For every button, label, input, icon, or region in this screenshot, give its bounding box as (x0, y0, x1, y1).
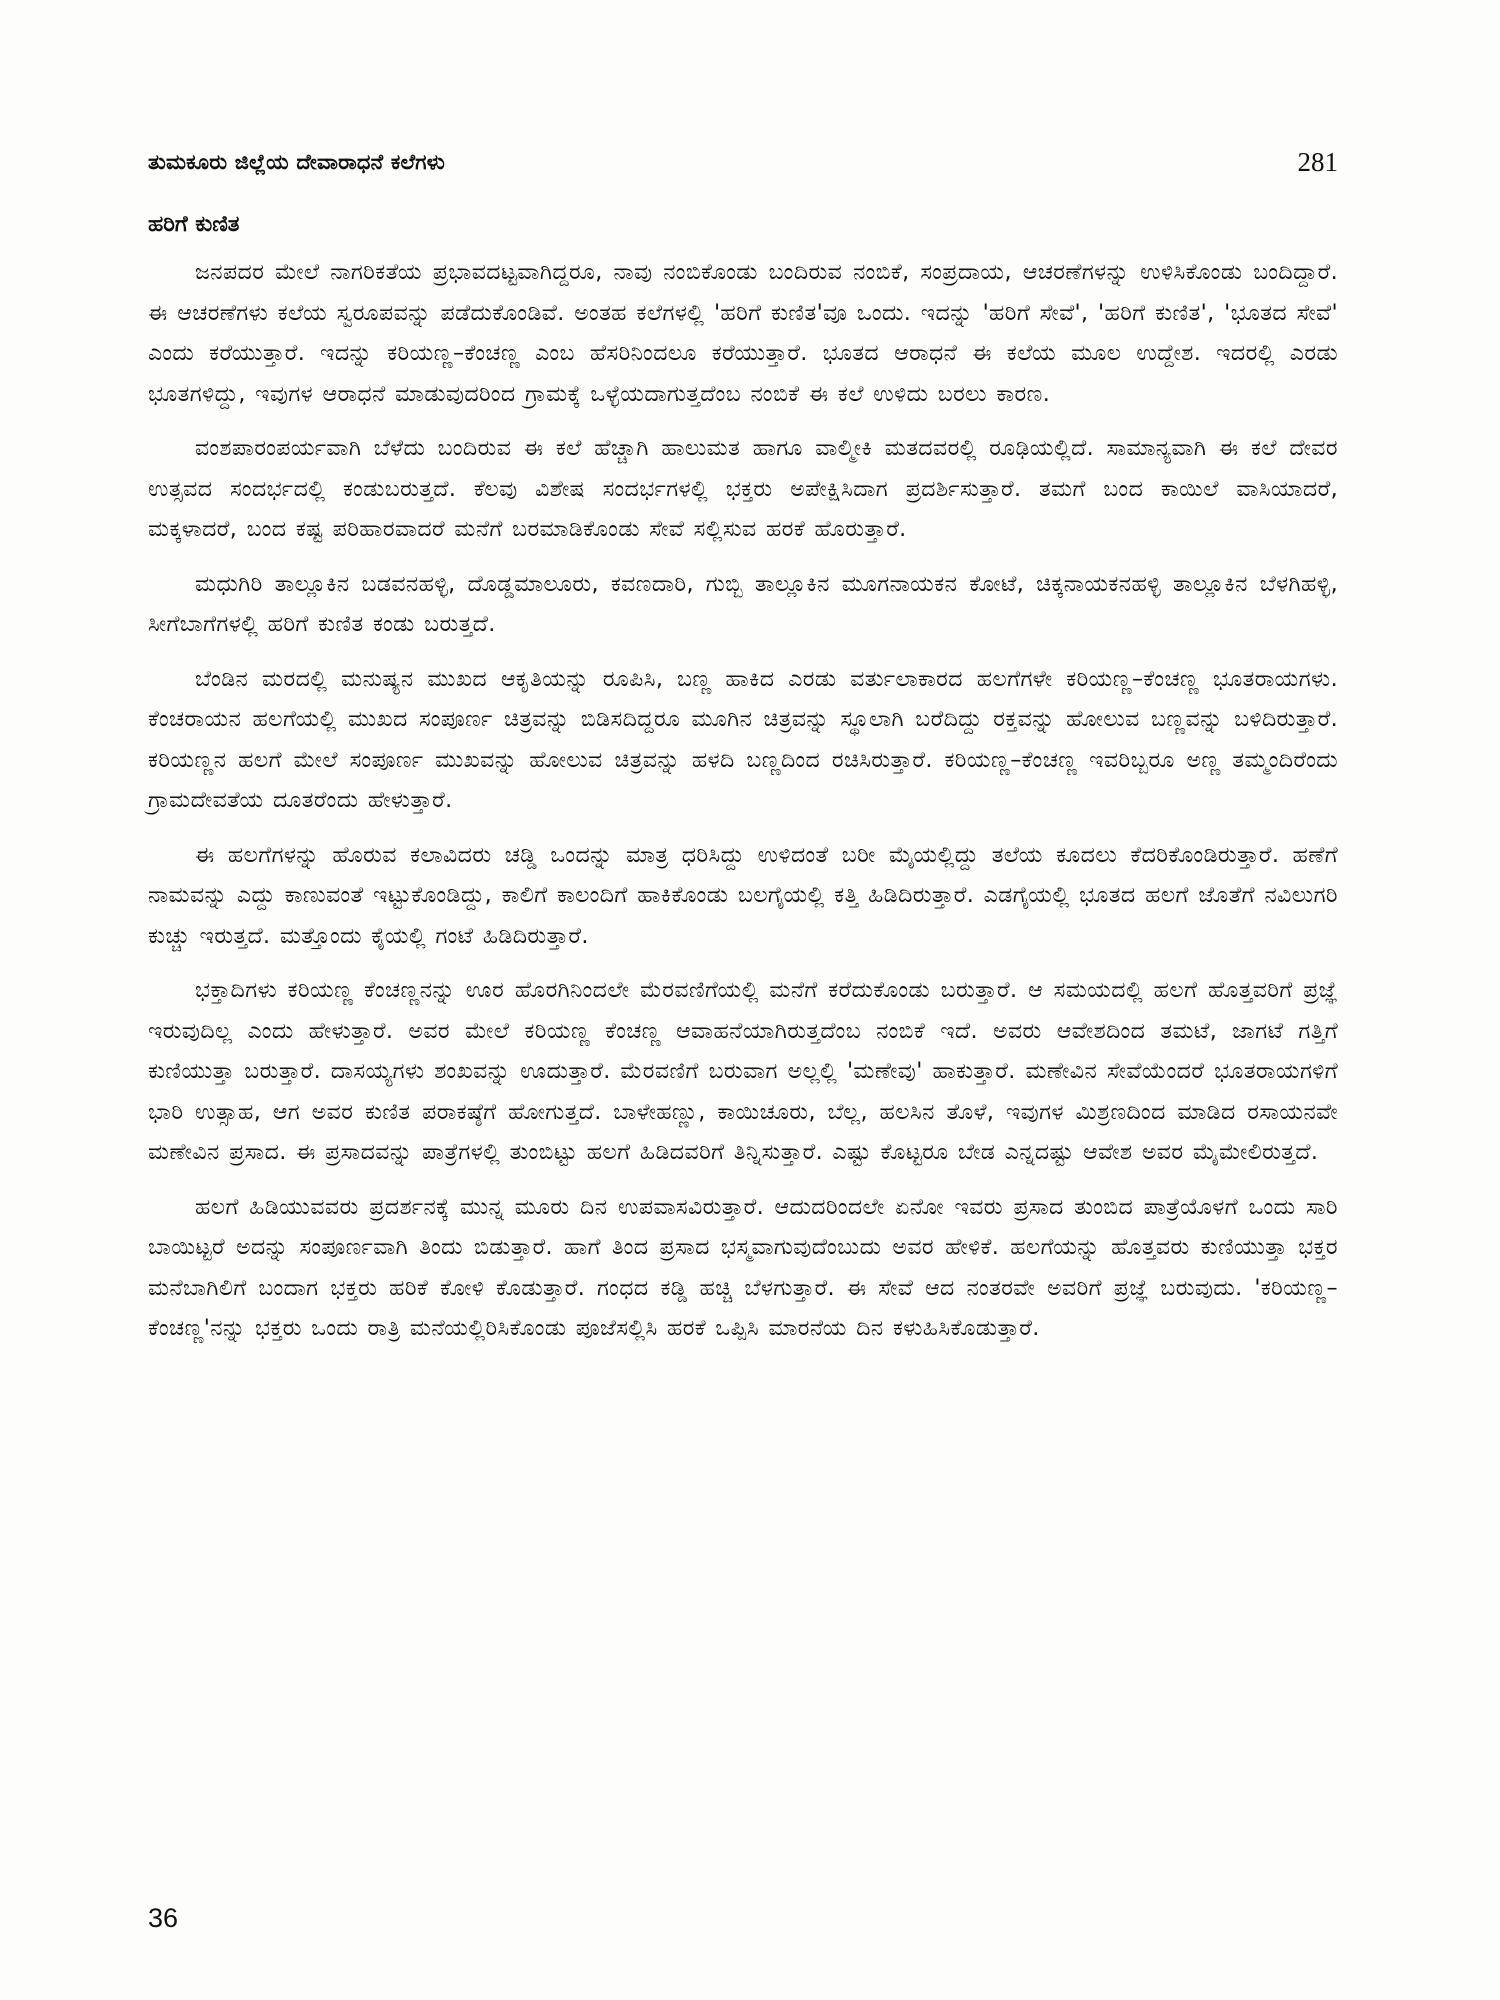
running-head (148, 142, 1338, 182)
section-heading: ಹರಿಗೆ ಕುಣಿತ (148, 212, 240, 237)
paragraph-5: ಈ ಹಲಗೆಗಳನ್ನು ಹೊರುವ ಕಲಾವಿದರು ಚಡ್ಡಿ ಒಂದನ್ನು ಮಾತ್ರ ಧರಿಸಿದ್ದು ಉಳಿದಂತೆ ಬರೀ ಮೈಯಲ್ಲಿದ್ದು ತಲೆಯ ಕೂದಲು ಕೆದರಿಕೊಂಡಿರುತ್ತಾರೆ. ಹಣೆಗೆ ನಾಮವನ್ನು ಎದ್ದು ಕಾಣುವಂತೆ ಇಟ್ಟುಕೊಂಡಿದ್ದು, ಕಾಲಿಗೆ ಕಾಲಂದಿಗೆ ಹಾಕಿಕೊಂಡು ಬಲಗೈಯಲ್ಲಿ ಕತ್ತಿ ಹಿಡಿದಿರುತ್ತಾರೆ. ಎಡಗೈಯಲ್ಲಿ ಭೂತದ ಹಲಗೆ ಜೊತೆಗೆ ನವಿಲುಗರಿ ಕುಚ್ಚು ಇರುತ್ತದೆ. ಮತ್ತೊಂದು ಕೈಯಲ್ಲಿ ಗಂಟೆ ಹಿಡಿದಿರುತ್ತಾರೆ. (148, 841, 1338, 949)
body-text (148, 252, 1338, 1363)
page-number: 281 (1297, 147, 1338, 177)
paragraph-7: ಹಲಗೆ ಹಿಡಿಯುವವರು ಪ್ರದರ್ಶನಕ್ಕೆ ಮುನ್ನ ಮೂರು ದಿನ ಉಪವಾಸವಿರುತ್ತಾರೆ. ಆದುದರಿಂದಲೇ ಏನೋ ಇವರು ಪ್ರಸಾದ ತುಂಬಿದ ಪಾತ್ರೆಯೊಳಗೆ ಒಂದು ಸಾರಿ ಬಾಯಿಟ್ಟರೆ ಅದನ್ನು ಸಂಪೂರ್ಣವಾಗಿ ತಿಂದು ಬಿಡುತ್ತಾರೆ. ಹಾಗೆ ತಿಂದ ಪ್ರಸಾದ ಭಸ್ಮವಾಗುವುದೆಂಬುದು ಅವರ ಹೇಳಿಕೆ. ಹಲಗೆಯನ್ನು ಹೊತ್ತವರು ಕುಣಿಯುತ್ತಾ ಭಕ್ತರ ಮನೆಬಾಗಿಲಿಗೆ ಬಂದಾಗ ಭಕ್ತರು ಹರಿಕೆ ಕೋಳಿ ಕೊಡುತ್ತಾರೆ. ಗಂಧದ ಕಡ್ಡಿ ಹಚ್ಚಿ ಬೆಳಗುತ್ತಾರೆ. ಈ ಸೇವೆ ಆದ ನಂತರವೇ ಅವರಿಗೆ ಪ್ರಜ್ಞೆ ಬರುವುದು. 'ಕರಿಯಣ್ಣ–ಕೆಂಚಣ್ಣ'ನನ್ನು ಭಕ್ತರು ಒಂದು ರಾತ್ರಿ ಮನೆಯಲ್ಲಿರಿಸಿಕೊಂಡು ಪೂಜೆಸಲ್ಲಿಸಿ ಹರಕೆ ಒಪ್ಪಿಸಿ ಮಾರನೆಯ ದಿನ ಕಳುಹಿಸಿಕೊಡುತ್ತಾರೆ. (148, 1193, 1338, 1341)
paragraph-2: ವಂಶಪಾರಂಪರ್ಯವಾಗಿ ಬೆಳೆದು ಬಂದಿರುವ ಈ ಕಲೆ ಹೆಚ್ಚಾಗಿ ಹಾಲುಮತ ಹಾಗೂ ವಾಲ್ಮೀಕಿ ಮತದವರಲ್ಲಿ ರೂಢಿಯಲ್ಲಿದೆ. ಸಾಮಾನ್ಯವಾಗಿ ಈ ಕಲೆ ದೇವರ ಉತ್ಸವದ ಸಂದರ್ಭದಲ್ಲಿ ಕಂಡುಬರುತ್ತದೆ. ಕೆಲವು ವಿಶೇಷ ಸಂದರ್ಭಗಳಲ್ಲಿ ಭಕ್ತರು ಅಪೇಕ್ಷಿಸಿದಾಗ ಪ್ರದರ್ಶಿಸುತ್ತಾರೆ. ತಮಗೆ ಬಂದ ಕಾಯಿಲೆ ವಾಸಿಯಾದರೆ, ಮಕ್ಕಳಾದರೆ, ಬಂದ ಕಷ್ಟ ಪರಿಹಾರವಾದರೆ ಮನೆಗೆ ಬರಮಾಡಿಕೊಂಡು ಸೇವೆ ಸಲ್ಲಿಸುವ ಹರಕೆ ಹೊರುತ್ತಾರೆ. (148, 435, 1338, 542)
running-title: ತುಮಕೂರು ಜಿಲ್ಲೆಯ ದೇವಾರಾಧನೆ ಕಲೆಗಳು (148, 150, 445, 174)
footer-page-number: 36 (148, 1903, 179, 1933)
paragraph-1: ಜನಪದರ ಮೇಲೆ ನಾಗರಿಕತೆಯ ಪ್ರಭಾವದಟ್ಟವಾಗಿದ್ದರೂ, ನಾವು ನಂಬಿಕೊಂಡು ಬಂದಿರುವ ನಂಬಿಕೆ, ಸಂಪ್ರದಾಯ, ಆಚರಣೆಗಳನ್ನು ಉಳಿಸಿಕೊಂಡು ಬಂದಿದ್ದಾರೆ. ಈ ಆಚರಣೆಗಳು ಕಲೆಯ ಸ್ವರೂಪವನ್ನು ಪಡೆದುಕೊಂಡಿವೆ. ಅಂತಹ ಕಲೆಗಳಲ್ಲಿ 'ಹರಿಗೆ ಕುಣಿತ'ವೂ ಒಂದು. ಇದನ್ನು 'ಹರಿಗೆ ಸೇವೆ', 'ಹರಿಗೆ ಕುಣಿತ', 'ಭೂತದ ಸೇವೆ' ಎಂದು ಕರೆಯುತ್ತಾರೆ. ಇದನ್ನು ಕರಿಯಣ್ಣ–ಕೆಂಚಣ್ಣ ಎಂಬ ಹೆಸರಿನಿಂದಲೂ ಕರೆಯುತ್ತಾರೆ. ಭೂತದ ಆರಾಧನೆ ಈ ಕಲೆಯ ಮೂಲ ಉದ್ದೇಶ. ಇದರಲ್ಲಿ ಎರಡು ಭೂತಗಳಿದ್ದು, ಇವುಗಳ ಆರಾಧನೆ ಮಾಡುವುದರಿಂದ ಗ್ರಾಮಕ್ಕೆ ಒಳ್ಳೆಯದಾಗುತ್ತದೆಂಬ ನಂಬಿಕೆ ಈ ಕಲೆ ಉಳಿದು ಬರಲು ಕಾರಣ. (148, 259, 1338, 407)
paragraph-3: ಮಧುಗಿರಿ ತಾಲ್ಲೂಕಿನ ಬಡವನಹಳ್ಳಿ, ದೊಡ್ಡಮಾಲೂರು, ಕವಣದಾರಿ, ಗುಬ್ಬಿ ತಾಲ್ಲೂಕಿನ ಮೂಗನಾಯಕನ ಕೋಟೆ, ಚಿಕ್ಕನಾಯಕನಹಳ್ಳಿ ತಾಲ್ಲೂಕಿನ ಬೆಳಗಿಹಳ್ಳಿ, ಸೀಗೆಬಾಗೆಗಳಲ್ಲಿ ಹರಿಗೆ ಕುಣಿತ ಕಂಡು ಬರುತ್ತದೆ. (148, 570, 1338, 637)
paragraph-6: ಭಕ್ತಾದಿಗಳು ಕರಿಯಣ್ಣ ಕೆಂಚಣ್ಣನನ್ನು ಊರ ಹೊರಗಿನಿಂದಲೇ ಮೆರವಣಿಗೆಯಲ್ಲಿ ಮನೆಗೆ ಕರೆದುಕೊಂಡು ಬರುತ್ತಾರೆ. ಆ ಸಮಯದಲ್ಲಿ ಹಲಗೆ ಹೊತ್ತವರಿಗೆ ಪ್ರಜ್ಞೆ ಇರುವುದಿಲ್ಲ ಎಂದು ಹೇಳುತ್ತಾರೆ. ಅವರ ಮೇಲೆ ಕರಿಯಣ್ಣ ಕೆಂಚಣ್ಣ ಆವಾಹನೆಯಾಗಿರುತ್ತದೆಂಬ ನಂಬಿಕೆ ಇದೆ. ಅವರು ಆವೇಶದಿಂದ ತಮಟೆ, ಜಾಗಟೆ ಗತ್ತಿಗೆ ಕುಣಿಯುತ್ತಾ ಬರುತ್ತಾರೆ. ದಾಸಯ್ಯಗಳು ಶಂಖವನ್ನು ಊದುತ್ತಾರೆ. ಮೆರವಣಿಗೆ ಬರುವಾಗ ಅಲ್ಲಲ್ಲಿ 'ಮಣೇವು' ಹಾಕುತ್ತಾರೆ. ಮಣೇವಿನ ಸೇವೆಯೆಂದರೆ ಭೂತರಾಯಗಳಿಗೆ ಭಾರಿ ಉತ್ಸಾಹ, ಆಗ ಅವರ ಕುಣಿತ ಪರಾಕಷ್ಠೆಗೆ ಹೋಗುತ್ತದೆ. ಬಾಳೇಹಣ್ಣು, ಕಾಯಿಚೂರು, ಬೆಲ್ಲ, ಹಲಸಿನ ತೊಳೆ, ಇವುಗಳ ಮಿಶ್ರಣದಿಂದ ಮಾಡಿದ ರಸಾಯನವೇ ಮಣೇವಿನ ಪ್ರಸಾದ. ಈ ಪ್ರಸಾದವನ್ನು ಪಾತ್ರೆಗಳಲ್ಲಿ ತುಂಬಿಟ್ಟು ಹಲಗೆ ಹಿಡಿದವರಿಗೆ ತಿನ್ನಿಸುತ್ತಾರೆ. ಎಷ್ಟು ಕೊಟ್ಟರೂ ಬೇಡ ಎನ್ನದಷ್ಟು ಆವೇಶ ಅವರ ಮೈಮೇಲಿರುತ್ತದೆ. (148, 977, 1338, 1165)
paragraph-4: ಬೆಂಡಿನ ಮರದಲ್ಲಿ ಮನುಷ್ಯನ ಮುಖದ ಆಕೃತಿಯನ್ನು ರೂಪಿಸಿ, ಬಣ್ಣ ಹಾಕಿದ ಎರಡು ವರ್ತುಲಾಕಾರದ ಹಲಗೆಗಳೇ ಕರಿಯಣ್ಣ–ಕೆಂಚಣ್ಣ ಭೂತರಾಯಗಳು. ಕೆಂಚರಾಯನ ಹಲಗೆಯಲ್ಲಿ ಮುಖದ ಸಂಪೂರ್ಣ ಚಿತ್ರವನ್ನು ಬಿಡಿಸದಿದ್ದರೂ ಮೂಗಿನ ಚಿತ್ರವನ್ನು ಸ್ಥೂಲಾಗಿ ಬರೆದಿದ್ದು ರಕ್ತವನ್ನು ಹೋಲುವ ಬಣ್ಣವನ್ನು ಬಳಿದಿರುತ್ತಾರೆ. ಕರಿಯಣ್ಣನ ಹಲಗೆ ಮೇಲೆ ಸಂಪೂರ್ಣ ಮುಖವನ್ನು ಹೋಲುವ ಚಿತ್ರವನ್ನು ಹಳದಿ ಬಣ್ಣದಿಂದ ರಚಿಸಿರುತ್ತಾರೆ. ಕರಿಯಣ್ಣ–ಕೆಂಚಣ್ಣ ಇವರಿಬ್ಬರೂ ಅಣ್ಣ ತಮ್ಮಂದಿರೆಂದು ಗ್ರಾಮದೇವತೆಯ ದೂತರೆಂದು ಹೇಳುತ್ತಾರೆ. (148, 665, 1338, 813)
